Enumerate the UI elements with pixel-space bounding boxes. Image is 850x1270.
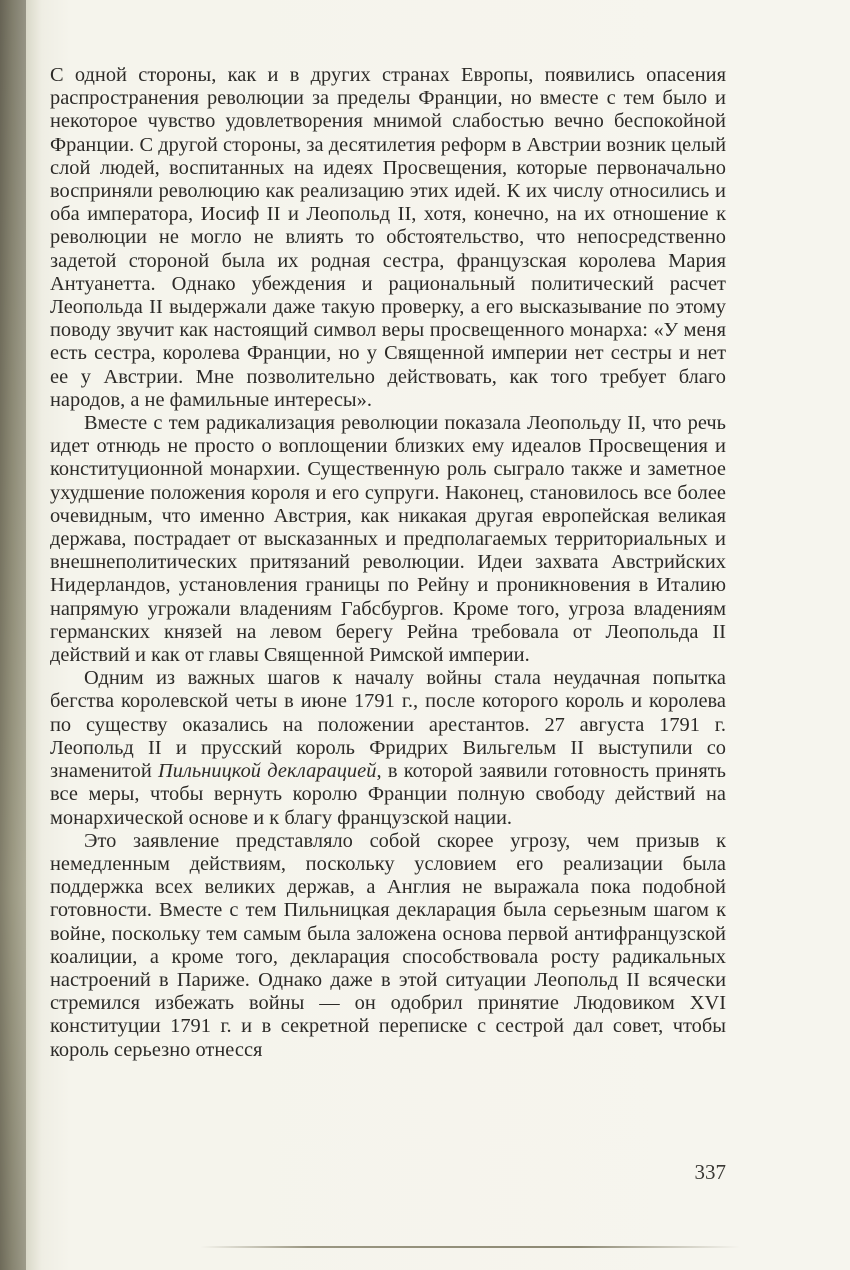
paragraph-3-text-after: , в которой заявили готовность принять все меры, чтобы вернуть королю Франции полную свободу действий на монархической основе и к благу французской нации. xyxy=(50,760,726,829)
bottom-edge-shadow xyxy=(200,1246,740,1248)
paragraph-4: Это заявление представляло собой скорее угрозу, чем призыв к немедленным действиям, поскольку условием его реализации была поддержка всех великих держав, а Англия не выражала пока подобной готовности. Вместе с тем Пильницкая декларация была серьезным шагом к войне, поскольку тем самым была заложена основа первой антифранцузской коалиции, а кроме того, декларация способствовала росту радикальных настроений в Париже. Однако даже в этой ситуации Леопольд II всячески стремился избежать войны — он одобрил принятие Людовиком XVI конституции 1791 г. и в секретной переписке с сестрой дал совет, чтобы король серьезно отнесся xyxy=(50,829,726,1061)
paragraph-3 xyxy=(50,667,726,829)
paragraph-3-text-before: Одним из важных шагов к началу войны стала неудачная попытка бегства королевской четы в июне 1791 г., после которого король и королева по существу оказались на положении арестантов. 27 августа 1791 г. Леопольд II и прусский король Фридрих Вильгельм II выступили со знаменитой xyxy=(50,667,726,783)
pillnitz-declaration-emphasis: Пильницкой декларацией xyxy=(158,760,377,783)
page-body-text xyxy=(50,64,726,1062)
paragraph-1: С одной стороны, как и в других странах Европы, появились опасения распространения революции за пределы Франции, но вместе с тем было и некоторое чувство удовлетворения мнимой слабостью вечно беспокойной Франции. С другой стороны, за десятилетия реформ в Австрии возник целый слой людей, воспитанных на идеях Просвещения, которые первоначально восприняли революцию как реализацию этих идей. К их числу относились и оба императора, Иосиф II и Леопольд II, хотя, конечно, на их отношение к революции не могло не влиять то обстоятельство, что непосредственно задетой стороной была их родная сестра, французская королева Мария Антуанетта. Однако убеждения и рациональный политический расчет Леопольда II выдержали даже такую проверку, а его высказывание по этому поводу звучит как настоящий символ веры просвещенного монарха: «У меня есть сестра, королева Франции, но у Священной империи нет сестры и нет ее у Австрии. Мне позволительно действовать, как того требует благо народов, а не фамильные интересы». xyxy=(50,64,726,411)
page-number: 337 xyxy=(694,1160,726,1184)
binding-gutter-shadow xyxy=(0,0,26,1270)
paragraph-2: Вместе с тем радикализация революции показала Леопольду II, что речь идет отнюдь не просто о воплощении близких ему идеалов Просвещения и конституционной монархии. Существенную роль сыграло также и заметное ухудшение положения короля и его супруги. Наконец, становилось все более очевидным, что именно Австрия, как никакая другая европейская великая держава, пострадает от высказанных и предполагаемых территориальных и внешнеполитических притязаний революции. Идеи захвата Австрийских Нидерландов, установления границы по Рейну и проникновения в Италию напрямую угрожали владениям Габсбургов. Кроме того, угроза владениям германских князей на левом берегу Рейна требовала от Леопольда II действий и как от главы Священной Римской империи. xyxy=(50,412,726,667)
